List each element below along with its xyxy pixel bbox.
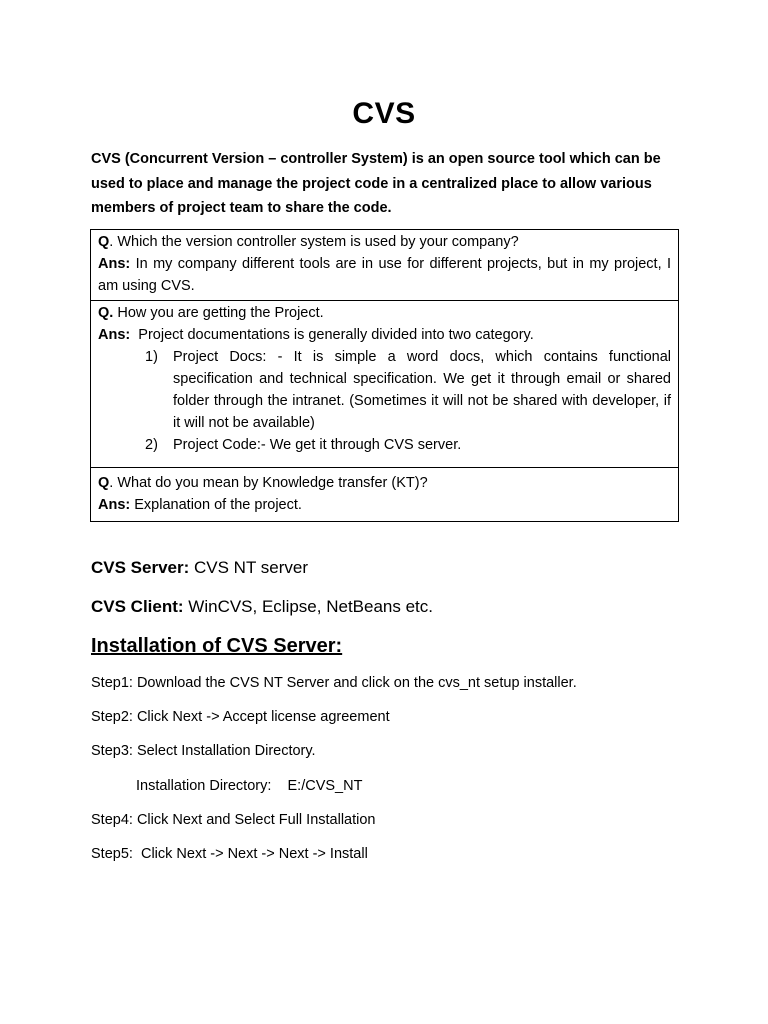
answer-text: Explanation of the project. — [130, 497, 302, 513]
document-title: CVS — [352, 97, 416, 130]
answer-text: Project documentations is generally divided into two category. — [130, 327, 534, 343]
step-3 — [91, 741, 316, 761]
step-2 — [91, 707, 390, 727]
qa-row-3 — [91, 468, 679, 522]
answer-text: In my company different tools are in use for different projects, but in my project, I am using CVS. — [98, 256, 671, 294]
list-item-number: 2) — [145, 437, 158, 453]
qa-table — [90, 229, 679, 522]
cvs-client-value: WinCVS, Eclipse, NetBeans etc. — [183, 597, 433, 616]
answer-3 — [98, 494, 671, 516]
question-text: How you are getting the Project. — [113, 305, 324, 321]
answer-2-list — [98, 346, 671, 456]
question-2 — [98, 302, 671, 324]
question-label: Q — [98, 475, 110, 491]
step-text: Select Installation Directory. — [132, 743, 316, 759]
answer-label: Ans: — [98, 327, 131, 343]
question-label: Q — [98, 234, 110, 250]
step-text: Click Next -> Accept license agreement — [132, 709, 390, 725]
step-label: Step5: — [91, 846, 133, 862]
qa-row-1 — [91, 230, 679, 301]
list-item-text: Project Docs: - It is simple a word docs, which contains functional specification and technical specification. We get it through email or shared folder through the intranet. (Sometimes it will not be shared with developer, if it will not be available) — [173, 349, 671, 431]
step-label: Step2: — [91, 709, 133, 725]
list-item — [98, 434, 671, 456]
installation-directory: Installation Directory: E:/CVS_NT — [136, 778, 363, 794]
step-1 — [91, 673, 577, 693]
qa-cell-1 — [91, 230, 679, 301]
cvs-server-value: CVS NT server — [189, 558, 308, 577]
cvs-client-line — [91, 596, 433, 618]
intro-paragraph: CVS (Concurrent Version – controller System) is an open source tool which can be used to place and manage the project code in a centralized place to allow various members of project team to share the code. — [91, 151, 661, 216]
qa-cell-3 — [91, 468, 679, 522]
question-1 — [98, 231, 671, 253]
step-label: Step3: — [91, 743, 133, 759]
installation-heading: Installation of CVS Server: — [91, 635, 343, 657]
list-item-number: 1) — [145, 349, 158, 365]
qa-cell-2 — [91, 301, 679, 468]
list-item-text: Project Code:- We get it through CVS server. — [173, 437, 462, 453]
step-label: Step1: — [91, 675, 133, 691]
cvs-server-line — [91, 557, 308, 579]
step-label: Step4: — [91, 812, 133, 828]
list-item — [98, 346, 671, 434]
step-text: Click Next and Select Full Installation — [132, 812, 376, 828]
step-4 — [91, 810, 376, 830]
cvs-server-label: CVS Server: — [91, 558, 190, 577]
qa-row-2 — [91, 301, 679, 468]
question-label: Q. — [98, 305, 114, 321]
step-5 — [91, 844, 368, 864]
question-text: . What do you mean by Knowledge transfer (KT)? — [109, 475, 428, 491]
answer-1 — [98, 253, 671, 297]
step-text: Download the CVS NT Server and click on the cvs_nt setup installer. — [132, 675, 577, 691]
step-text: Click Next -> Next -> Next -> Install — [132, 846, 368, 862]
answer-label: Ans: — [98, 256, 131, 272]
question-3 — [98, 472, 671, 494]
question-text: . Which the version controller system is used by your company? — [109, 234, 519, 250]
cvs-client-label: CVS Client: — [91, 597, 184, 616]
answer-label: Ans: — [98, 497, 131, 513]
answer-2 — [98, 324, 671, 346]
